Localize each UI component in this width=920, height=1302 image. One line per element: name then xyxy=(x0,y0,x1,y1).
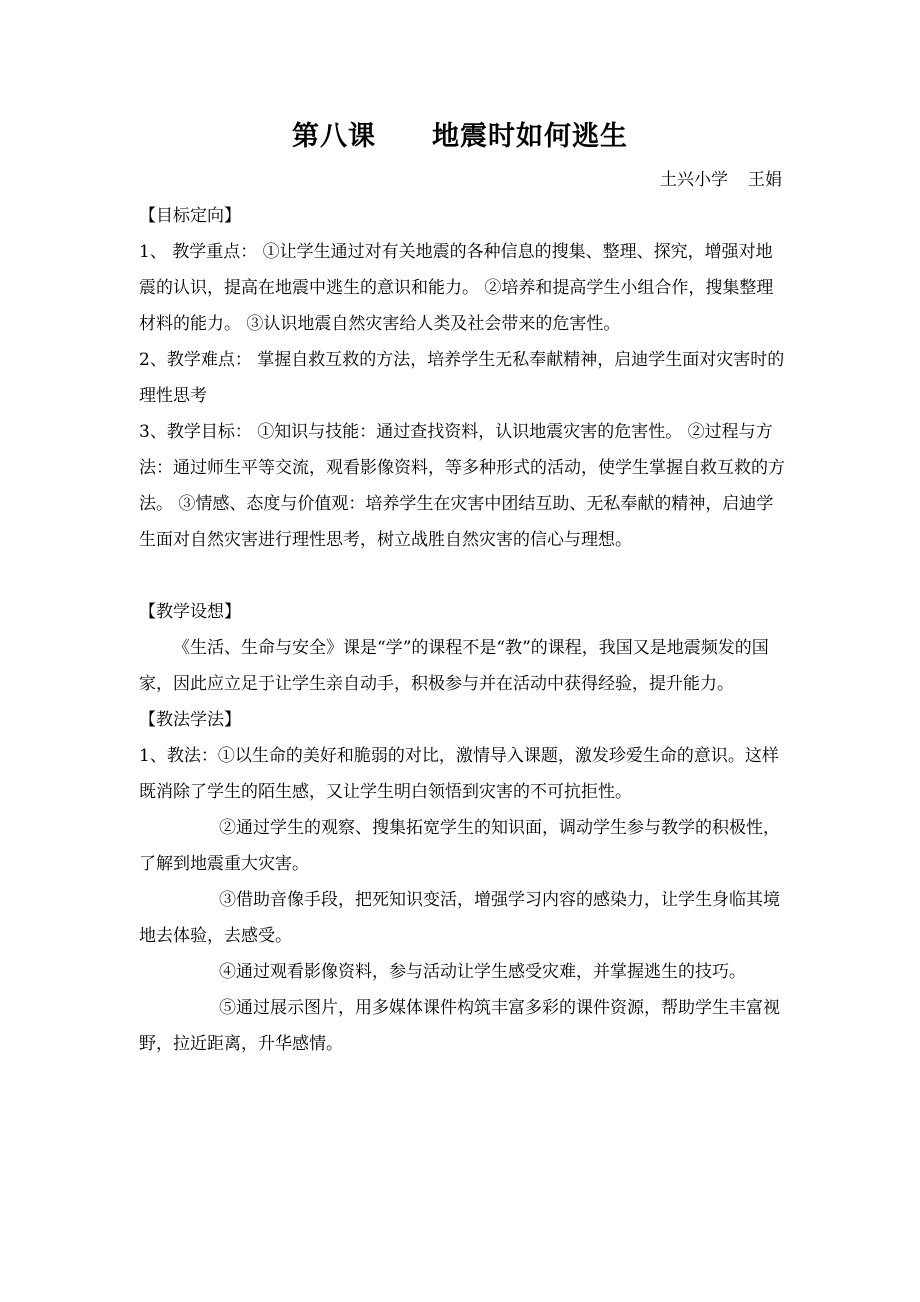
paragraph-design: 《生活、生命与安全》课是“学”的课程不是“教”的课程，我国又是地震频发的国家，因此应立足于让学生亲自动手，积极参与并在活动中获得经验，提升能力。 xyxy=(139,638,769,694)
section-spacer xyxy=(139,558,789,594)
section-heading-design: 【教学设想】 xyxy=(139,602,241,622)
document-body xyxy=(139,198,789,1062)
paragraph-key-points: 1、 教学重点： ①让学生通过对有关地震的各种信息的搜集、整理、探究，增强对地震的认识，提高在地震中逃生的意识和能力。 ②培养和提高学生小组合作，搜集整理材料的能力。 ③认识地震自然灾害给人类及社会带来的危害性。 xyxy=(139,242,774,334)
document-title xyxy=(0,117,920,157)
paragraph-method-1: 1、教法：①以生命的美好和脆弱的对比，激情导入课题，激发珍爱生命的意识。这样既消除了学生的陌生感，又让学生明白领悟到灾害的不可抗拒性。 xyxy=(139,746,779,802)
title-topic: 地震时如何逃生 xyxy=(432,121,628,152)
section-heading-methods: 【教法学法】 xyxy=(139,710,241,730)
paragraph-method-2: ②通过学生的观察、搜集拓宽学生的知识面，调动学生参与教学的积极性，了解到地震重大灾害。 xyxy=(139,818,780,874)
title-lesson: 第八课 xyxy=(292,121,376,152)
section-heading-goals: 【目标定向】 xyxy=(139,206,241,226)
author-line xyxy=(660,166,782,194)
paragraph-method-5: ⑤通过展示图片，用多媒体课件构筑丰富多彩的课件资源，帮助学生丰富视野，拉近距离，升华感情。 xyxy=(139,998,780,1054)
author-name: 王娟 xyxy=(748,170,782,190)
paragraph-method-4: ④通过观看影像资料，参与活动让学生感受灾难，并掌握逃生的技巧。 xyxy=(219,962,746,982)
paragraph-method-3: ③借助音像手段，把死知识变活，增强学习内容的感染力，让学生身临其境地去体验，去感受。 xyxy=(139,890,780,946)
paragraph-difficulties: 2、教学难点： 掌握自救互救的方法，培养学生无私奉献精神，启迪学生面对灾害时的理性思考 xyxy=(139,350,785,406)
paragraph-objectives: 3、教学目标： ①知识与技能：通过查找资料，认识地震灾害的危害性。 ②过程与方法：通过师生平等交流，观看影像资料，等多种形式的活动，使学生掌握自救互救的方法。 ③情感、态度与价值观：培养学生在灾害中团结互助、无私奉献的精神，启迪学生面对自然灾害进行理性思考，树立战胜自然灾害的信心与理想。 xyxy=(139,422,785,550)
author-school: 土兴小学 xyxy=(660,170,728,190)
